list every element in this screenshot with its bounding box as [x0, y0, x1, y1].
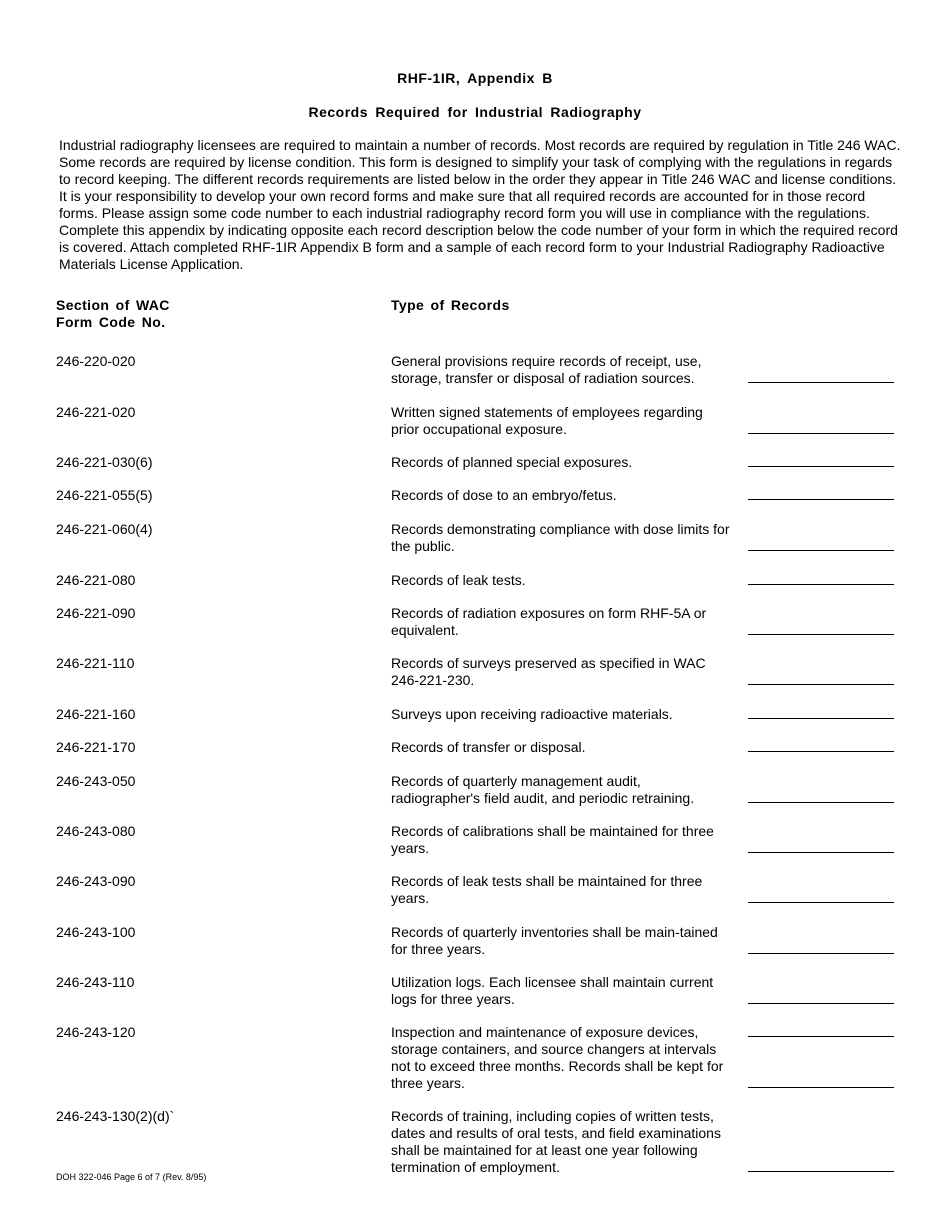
- record-description: Records of calibrations shall be maintained for three years.: [391, 823, 714, 856]
- record-description: Records of planned special exposures.: [391, 454, 633, 470]
- record-description: Written signed statements of employees regarding prior occupational exposure.: [391, 404, 703, 437]
- form-code-entry-line[interactable]: [748, 466, 894, 467]
- wac-section-code: 246-221-110: [56, 655, 135, 671]
- wac-section-code: 246-221-170: [56, 739, 136, 755]
- wac-section-code: 246-243-110: [56, 974, 135, 990]
- wac-section-code: 246-221-055(5): [56, 487, 153, 503]
- form-code-entry-line[interactable]: [748, 634, 894, 635]
- record-description: Records of transfer or disposal.: [391, 739, 586, 755]
- record-description: Surveys upon receiving radioactive materials.: [391, 706, 673, 722]
- page-title: RHF-1IR, Appendix B: [397, 70, 553, 86]
- record-description: Records of dose to an embryo/fetus.: [391, 487, 617, 503]
- wac-section-code: 246-221-080: [56, 572, 136, 588]
- form-code-entry-line[interactable]: [748, 1003, 894, 1004]
- record-description: Records of quarterly inventories shall be main-tained for three years.: [391, 924, 718, 957]
- wac-section-code: 246-243-100: [56, 924, 136, 940]
- wac-section-code: 246-221-030(6): [56, 454, 153, 470]
- form-code-entry-line[interactable]: [748, 852, 894, 853]
- form-code-entry-line[interactable]: [748, 1036, 894, 1037]
- record-description: General provisions require records of receipt, use, storage, transfer or disposal of radiation sources.: [391, 353, 702, 386]
- wac-section-code: 246-221-160: [56, 706, 136, 722]
- wac-section-code: 246-221-060(4): [56, 521, 153, 537]
- intro-paragraph: Industrial radiography licensees are required to maintain a number of records. Most records are required by regulation in Title 246 WAC. Some records are required by license condition. This form is designed to simplify your task of complying with the regulations in regards to record keeping. The different records requirements are listed below in the order they appear in Title 246 WAC and license conditions. It is your responsibility to develop your own record forms and make sure that all required records are accounted for in those record forms. Please assign some code number to each industrial radiography record form you will use in compliance with the regulations. Complete this appendix by indicating opposite each record description below the code number of your form in which the required record is covered. Attach completed RHF-1IR Appendix B form and a sample of each record form to your Industrial Radiography Radioactive Materials License Application.: [59, 137, 901, 272]
- wac-section-code: 246-243-050: [56, 773, 136, 789]
- form-code-entry-line[interactable]: [748, 382, 894, 383]
- section-column-header: [56, 297, 170, 331]
- page-footer: DOH 322-046 Page 6 of 7 (Rev. 8/95): [56, 1172, 207, 1182]
- wac-section-code: 246-243-130(2)(d)`: [56, 1108, 175, 1124]
- form-code-entry-line[interactable]: [748, 718, 894, 719]
- form-code-entry-line[interactable]: [748, 433, 894, 434]
- record-description: Records demonstrating compliance with dose limits for the public.: [391, 521, 730, 554]
- record-description: Records of leak tests.: [391, 572, 526, 588]
- page-subtitle: Records Required for Industrial Radiography: [308, 104, 642, 120]
- form-code-entry-line[interactable]: [748, 1087, 894, 1088]
- record-description: Inspection and maintenance of exposure devices, storage containers, and source changers at intervals not to exceed three months. Records shall be kept for three years.: [391, 1024, 724, 1091]
- record-description: Records of training, including copies of written tests, dates and results of oral tests, and field examinations shall be maintained for at least one year following termination of employment.: [391, 1108, 721, 1175]
- record-description: Records of surveys preserved as specified in WAC 246-221-230.: [391, 655, 706, 688]
- record-description: Utilization logs. Each licensee shall maintain current logs for three years.: [391, 974, 714, 1007]
- wac-section-code: 246-243-120: [56, 1024, 136, 1040]
- record-description: Records of quarterly management audit, radiographer's field audit, and periodic retraining.: [391, 773, 695, 806]
- section-header-line2: Form Code No.: [56, 314, 166, 330]
- record-description: Records of radiation exposures on form RHF-5A or equivalent.: [391, 605, 707, 638]
- section-header-line1: Section of WAC: [56, 297, 170, 313]
- wac-section-code: 246-221-020: [56, 404, 136, 420]
- record-description: Records of leak tests shall be maintained for three years.: [391, 873, 703, 906]
- form-code-entry-line[interactable]: [748, 802, 894, 803]
- form-code-entry-line[interactable]: [748, 550, 894, 551]
- form-code-entry-line[interactable]: [748, 902, 894, 903]
- form-code-entry-line[interactable]: [748, 499, 894, 500]
- wac-section-code: 246-243-090: [56, 873, 136, 889]
- form-code-entry-line[interactable]: [748, 751, 894, 752]
- form-code-entry-line[interactable]: [748, 584, 894, 585]
- form-code-entry-line[interactable]: [748, 684, 894, 685]
- wac-section-code: 246-220-020: [56, 353, 136, 369]
- type-column-header: Type of Records: [391, 297, 510, 313]
- wac-section-code: 246-243-080: [56, 823, 136, 839]
- form-code-entry-line[interactable]: [748, 1171, 894, 1172]
- wac-section-code: 246-221-090: [56, 605, 136, 621]
- form-code-entry-line[interactable]: [748, 953, 894, 954]
